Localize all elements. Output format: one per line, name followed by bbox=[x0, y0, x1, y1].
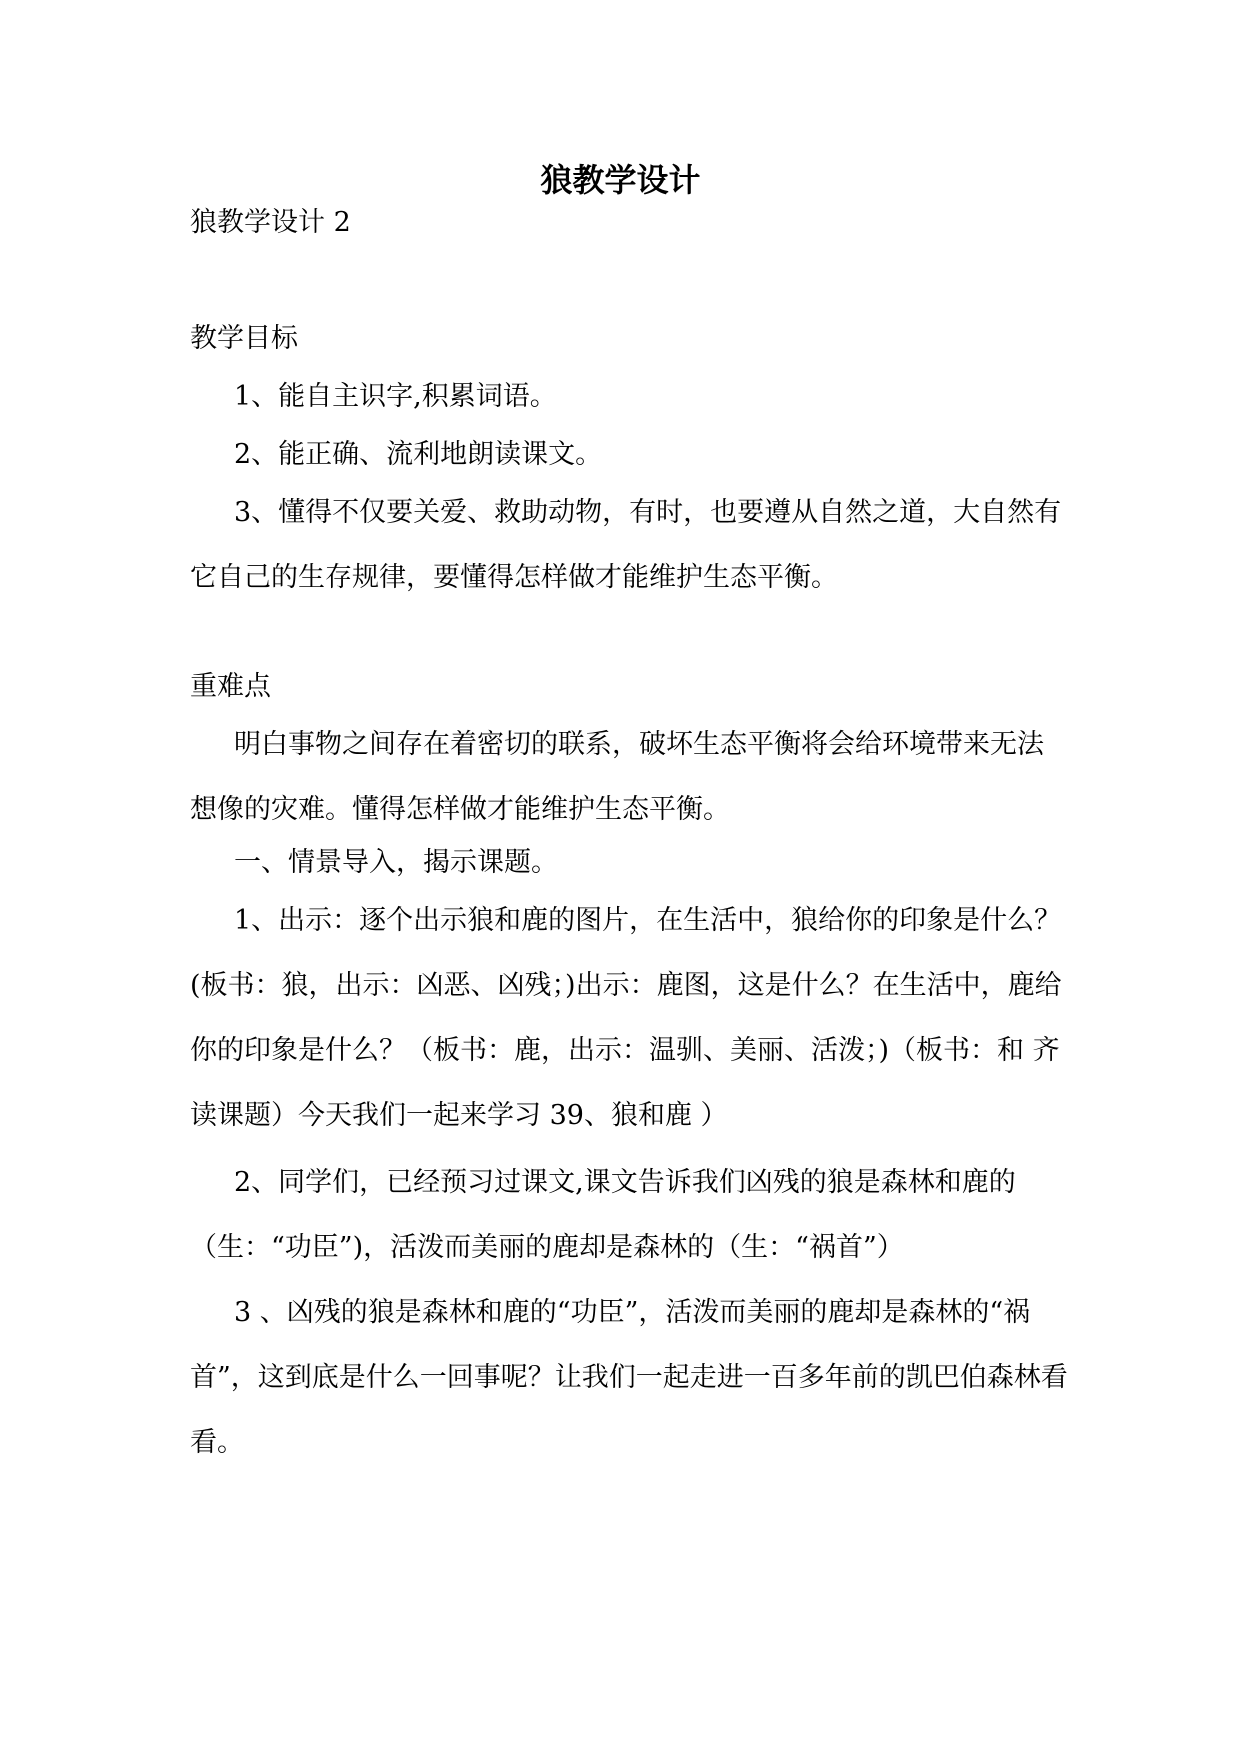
step-heading: 一、情景导入，揭示课题。 bbox=[234, 847, 558, 878]
document-title: 狼教学设计 bbox=[540, 161, 701, 199]
goal-3: 3、懂得不仅要关爱、救助动物，有时，也要遵从自然之道，大自然有它自己的生存规律，要懂得怎样做才能维护生态平衡。 bbox=[190, 497, 1062, 593]
step-1: 1、出示：逐个出示狼和鹿的图片，在生活中，狼给你的印象是什么？(板书：狼，出示：凶恶、凶残；)出示：鹿图，这是什么？在生活中，鹿给你的印象是什么？（板书：鹿，出示：温驯、美丽、活泼；)（板书：和 齐读课题）今天我们一起来学习 39、狼和鹿 ） bbox=[190, 905, 1062, 1131]
step-2: 2、同学们，已经预习过课文,课文告诉我们凶残的狼是森林和鹿的（生：“功臣”)，活泼而美丽的鹿却是森林的（生：“祸首”） bbox=[190, 1167, 1016, 1263]
goal-2: 2、能正确、流利地朗读课文。 bbox=[234, 439, 603, 470]
document-subtitle: 狼教学设计 2 bbox=[190, 207, 351, 238]
step-3: 3 、凶残的狼是森林和鹿的“功臣”，活泼而美丽的鹿却是森林的“祸首”，这到底是什么一回事呢？让我们一起走进一百多年前的凯巴伯森林看看。 bbox=[190, 1297, 1068, 1458]
keypoints-text: 明白事物之间存在着密切的联系，破坏生态平衡将会给环境带来无法想像的灾难。懂得怎样做才能维护生态平衡。 bbox=[190, 729, 1044, 825]
keypoints-heading: 重难点 bbox=[190, 671, 271, 702]
goals-heading: 教学目标 bbox=[190, 323, 298, 354]
goal-1: 1、能自主识字,积累词语。 bbox=[234, 381, 557, 412]
